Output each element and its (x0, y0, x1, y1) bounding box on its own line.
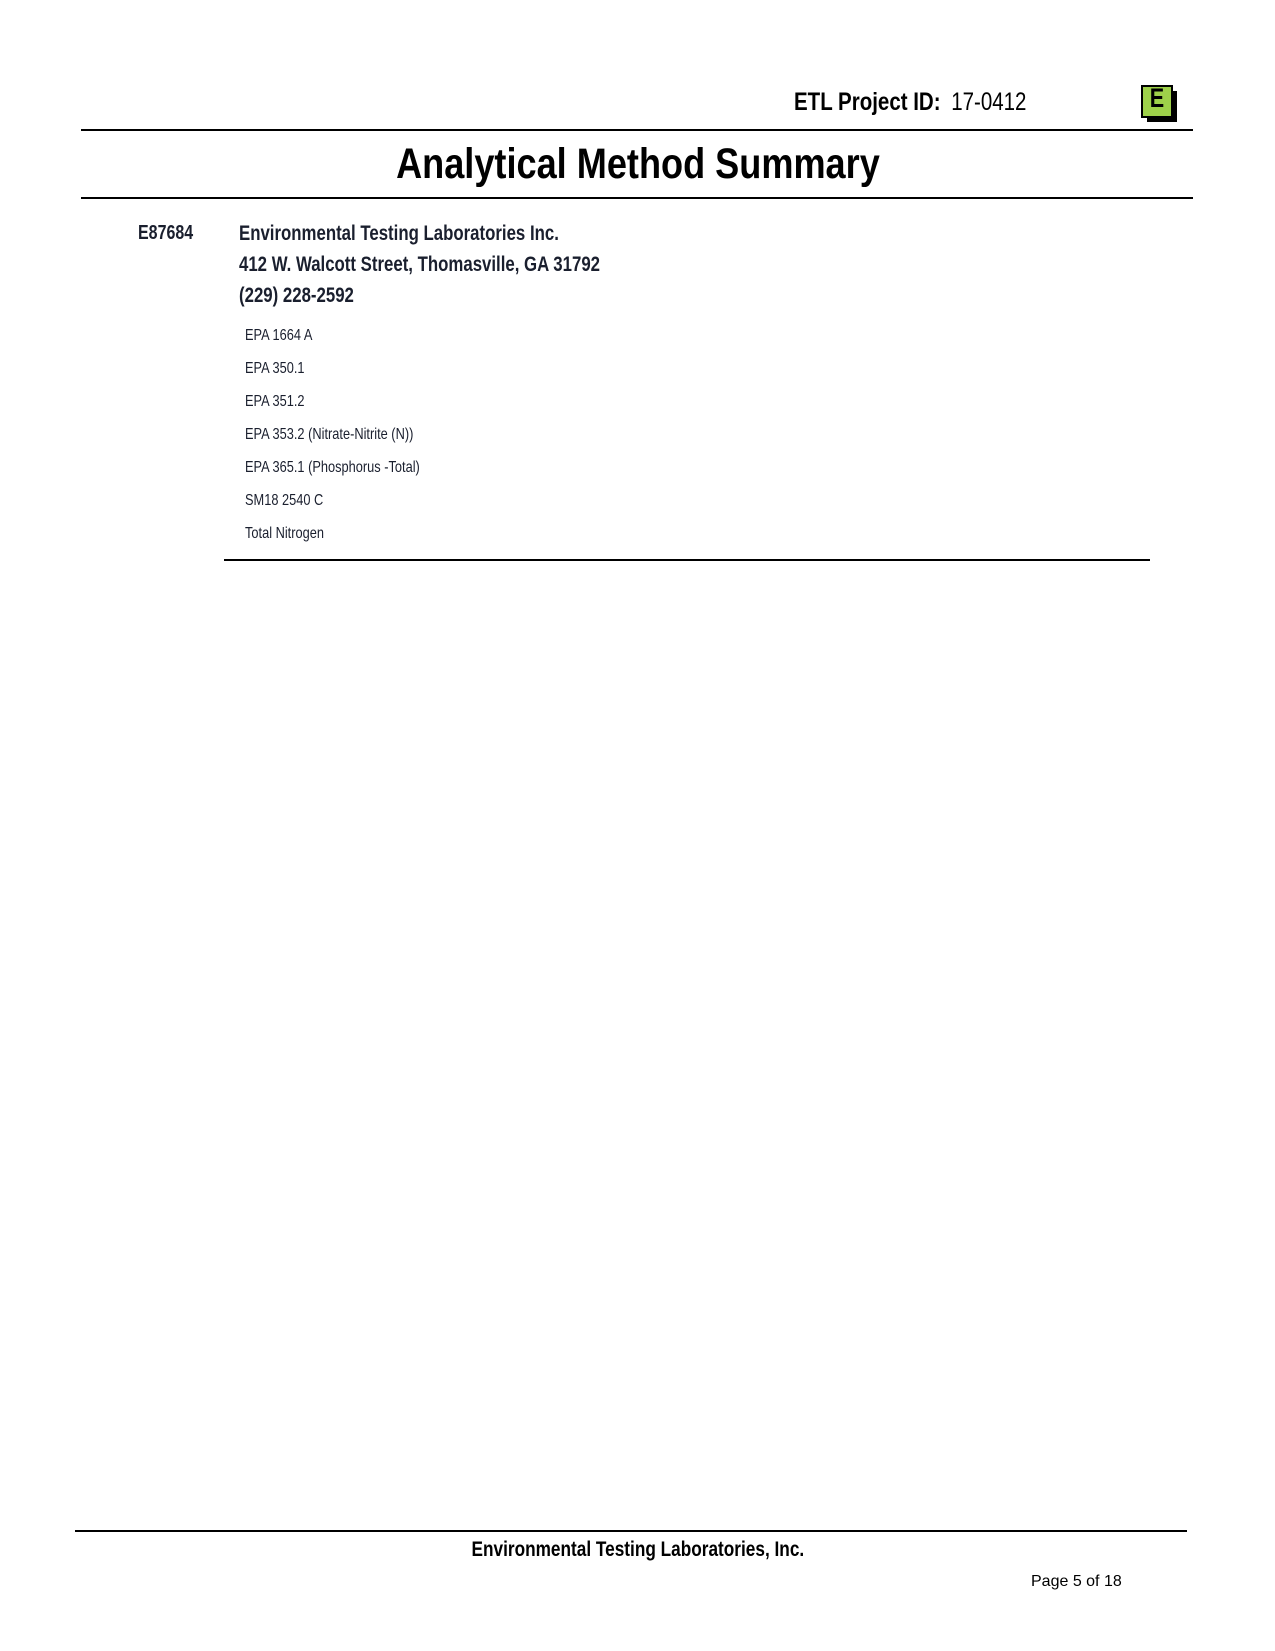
method-item: EPA 365.1 (Phosphorus -Total) (245, 459, 420, 476)
method-item: Total Nitrogen (245, 525, 324, 542)
lab-name: Environmental Testing Laboratories Inc. (239, 222, 559, 245)
footer-company (0, 1538, 1275, 1562)
project-id (794, 88, 1026, 117)
lab-id: E87684 (138, 222, 194, 244)
method-item: EPA 1664 A (245, 327, 313, 344)
page-title (0, 140, 1275, 189)
company-logo (1141, 85, 1173, 118)
section-divider (224, 559, 1150, 561)
title-divider (81, 197, 1193, 199)
page-title-text: Analytical Method Summary (395, 140, 880, 188)
method-list (245, 327, 464, 558)
lab-address: 412 W. Walcott Street, Thomasville, GA 31792 (239, 253, 601, 276)
method-item: EPA 353.2 (Nitrate-Nitrite (N)) (245, 426, 414, 443)
header-divider (81, 129, 1193, 131)
method-item: SM18 2540 C (245, 492, 324, 509)
project-id-label: ETL Project ID: (794, 88, 941, 116)
project-id-value: 17-0412 (951, 88, 1027, 116)
logo-letter: E (1149, 83, 1165, 113)
method-item: EPA 351.2 (245, 393, 305, 410)
page-number: Page 5 of 18 (1031, 1573, 1122, 1590)
method-item: EPA 350.1 (245, 360, 305, 377)
footer-company-text: Environmental Testing Laboratories, Inc. (471, 1538, 804, 1561)
footer-divider (75, 1530, 1187, 1532)
lab-phone: (229) 228-2592 (239, 284, 354, 307)
